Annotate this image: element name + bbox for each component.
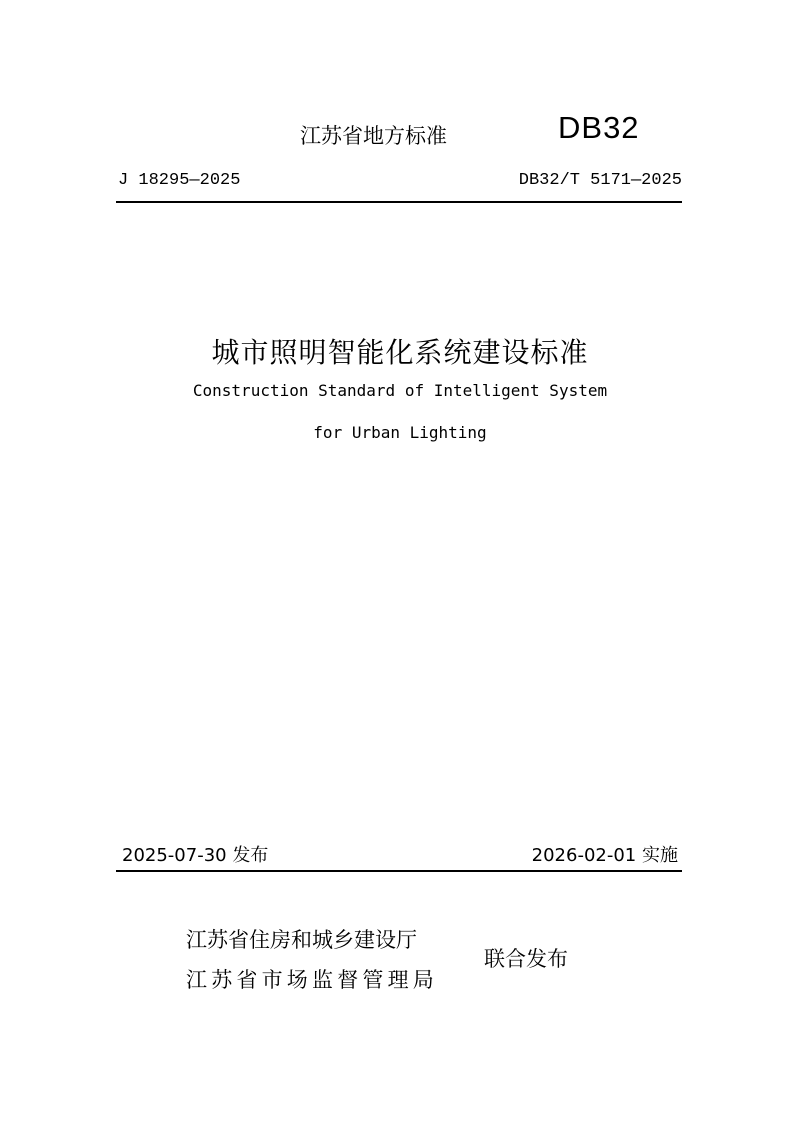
- standard-code: DB32: [558, 110, 640, 145]
- header-divider: [116, 201, 682, 203]
- document-title-chinese: 城市照明智能化系统建设标准: [211, 336, 589, 369]
- issue-date: 2025-07-30 发布: [122, 845, 269, 866]
- joint-release-label: 联合发布: [484, 947, 568, 971]
- issuer-housing-department: 江苏省住房和城乡建设厅: [186, 928, 417, 952]
- standard-number: DB32/T 5171—2025: [518, 171, 682, 190]
- document-title-english-line2: for Urban Lighting: [313, 423, 487, 442]
- footer-divider: [116, 870, 682, 872]
- document-title-english-line1: Construction Standard of Intelligent System: [192, 381, 608, 400]
- standard-type: 江苏省地方标准: [300, 124, 447, 148]
- issuer-market-regulation: 江苏省市场监督管理局: [186, 968, 438, 992]
- record-number: J 18295—2025: [118, 171, 241, 190]
- implementation-date: 2026-02-01 实施: [531, 845, 678, 866]
